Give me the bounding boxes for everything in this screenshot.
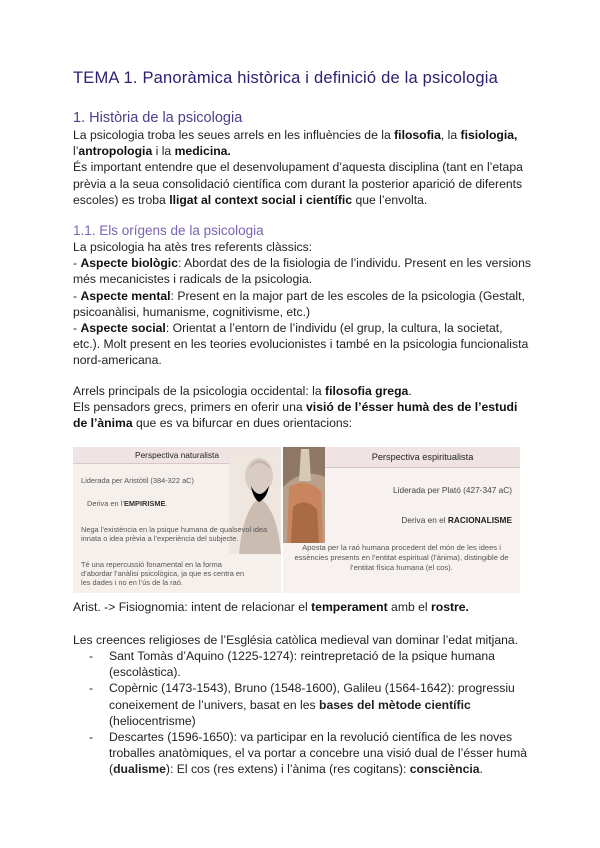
bold-term: antropologia — [78, 144, 153, 159]
rich-line — [73, 320, 543, 336]
text-line: Sant Tomàs d’Aquino (1225-1274): reintrepretació de la psique humana — [109, 649, 495, 663]
figure-perspectiva-espiritualista — [283, 447, 520, 593]
section-heading-historia: 1. Història de la psicologia — [73, 110, 243, 126]
text-span: , la — [440, 128, 461, 142]
bold-term: filosofia — [394, 128, 441, 142]
paragraph-grecs — [73, 383, 543, 432]
text-span: . — [479, 762, 483, 777]
figure-right-desc: Aposta per la raó humana procedent del món de les idees i essències presents en l’entitat espiritual (l’ànima), distingible de l’entitat física humana (el cos). — [294, 543, 509, 572]
text-span: Arrels principals de la psicologia occidental: la — [73, 384, 326, 398]
list-item — [73, 729, 543, 778]
text-line: Copèrnic (1473-1543), Bruno (1548-1600), Galileu (1564-1642): progressiu — [109, 681, 515, 696]
bold-term: consciència — [409, 762, 480, 777]
deriva-dot: . — [165, 499, 168, 508]
text-line: (escolàstica). — [109, 665, 181, 680]
bold-term: de l’ànima — [73, 416, 133, 431]
text-line: (heliocentrisme) — [109, 713, 196, 728]
rich-line — [73, 143, 543, 159]
list-item — [73, 680, 543, 729]
rich-line — [73, 127, 543, 143]
bold-term: visió de l’ésser humà des de l’estudi — [306, 400, 518, 415]
figure-right-header: Perspectiva espiritualista — [325, 447, 520, 468]
text-span: - — [73, 256, 81, 271]
text-line: Descartes (1596-1650): va participar en la revolució científica de les noves — [109, 730, 513, 745]
paragraph-fisiognomia — [73, 599, 543, 615]
list-item — [73, 648, 543, 680]
text-line — [109, 697, 543, 713]
list-marker: - — [89, 730, 94, 745]
figure-left-leader: Liderada per Aristòtil (384-322 aC) — [81, 476, 194, 485]
rich-line — [73, 192, 543, 208]
bold-term: Aspecte biològic — [80, 256, 178, 271]
bold-term: rostre. — [431, 600, 469, 614]
figure-perspectiva-naturalista — [73, 447, 281, 593]
figure-right-deriva — [401, 515, 512, 525]
bold-term: fisiologia, — [460, 128, 518, 142]
list-marker: - — [89, 649, 94, 663]
text-line: més mecanicistes i radicals de la psicologia. — [73, 272, 313, 287]
section-heading-origens: 1.1. Els orígens de la psicologia — [73, 223, 264, 238]
bold-term: bases del mètode científic — [319, 697, 471, 712]
figure-left-desc: Nega l’existència en la psique humana de qualsevol idea innata o idea prèvia a l’experiència del subjecte. — [81, 525, 268, 543]
list-marker: - — [89, 681, 94, 696]
bold-term: Aspecte social — [80, 321, 166, 336]
text-span: l’ — [73, 144, 79, 159]
paragraph-creences — [73, 632, 543, 648]
text-span: ): El cos (res extens) i l’ànima (res cogitans): — [165, 762, 410, 777]
bold-term: filosofia grega — [325, 384, 409, 398]
text-line: troballes anatòmiques, el va portar a concebre una visió dual de l’ésser humà — [109, 746, 527, 761]
text-span: i la — [152, 144, 175, 159]
text-span: - — [73, 288, 81, 303]
deriva-text: Deriva en l’ — [87, 499, 124, 508]
text-span: Arist. -> Fisiognomia: intent de relacionar el — [73, 600, 312, 614]
rich-line — [73, 599, 543, 615]
text-line: Les creences religioses de l’Església catòlica medieval van dominar l’edat mitjana. — [73, 633, 519, 647]
text-line — [109, 761, 543, 777]
bold-term: dualisme — [113, 762, 166, 777]
text-span: escoles) es troba — [73, 192, 170, 207]
text-line: És important entendre que el desenvolupament d’aquesta disciplina (tant en l’etapa — [73, 160, 523, 175]
text-span: que es va bifurcar en dues orientacions: — [132, 416, 353, 431]
text-span: : Present en la major part de les escoles de la psicologia (Gestalt, — [170, 288, 525, 303]
historical-figures-list — [73, 648, 543, 778]
paragraph-arrels — [73, 127, 543, 208]
text-span: La psicologia troba les seues arrels en les influències de la — [73, 128, 395, 142]
figure-left-header: Perspectiva naturalista — [73, 447, 281, 464]
figure-right-leader: Liderada per Plató (427-347 aC) — [393, 485, 512, 495]
text-line: psicoanàlisi, humanisme, cognitivisme, etc.) — [73, 304, 311, 319]
deriva-text: Deriva en el — [401, 515, 448, 525]
text-span: ( — [109, 762, 114, 777]
text-span: - — [73, 321, 81, 336]
text-line: prèvia a la seua consolidació científica com durant la posterior aparició de diferents — [73, 176, 523, 191]
text-span: : Orientat a l’entorn de l’individu (el grup, la cultura, la societat, — [165, 321, 503, 336]
figure-left-repercussio: Té una repercussió fonamental en la forma d’abordar l’anàlisi psicològica, ja que es centra en les dades i no en l’ús de la raó. — [81, 560, 245, 587]
rich-line — [73, 415, 543, 431]
bold-term: Aspecte mental — [80, 288, 171, 303]
bold-term: lligat al context social i científic — [169, 192, 353, 207]
text-span: . — [408, 384, 412, 398]
bold-term: medicina. — [174, 144, 231, 159]
text-line: La psicologia ha atès tres referents clàssics: — [73, 240, 313, 254]
racionalisme-term: RACIONALISME — [447, 515, 512, 525]
plato-painting-image — [283, 447, 325, 543]
rich-line — [73, 288, 543, 304]
rich-line — [73, 255, 543, 271]
text-span: amb el — [387, 600, 432, 614]
text-line: etc.). Molt present en les teories evolucionistes i també en la psicologia funcionalista — [73, 337, 529, 352]
text-span: Els pensadors grecs, primers en oferir una — [73, 400, 307, 415]
empirisme-term: EMPIRISME — [123, 499, 166, 508]
figure-left-deriva — [87, 499, 227, 508]
rich-line — [73, 399, 543, 415]
text-span: : Abordat des de la fisiologia de l’individu. Present en les versions — [177, 256, 531, 271]
bold-term: temperament — [311, 600, 388, 614]
text-line: nord-americana. — [73, 353, 162, 368]
paragraph-referents — [73, 239, 543, 369]
page-title: TEMA 1. Panoràmica històrica i definició de la psicologia — [73, 69, 499, 87]
text-span: que l’envolta. — [352, 192, 428, 207]
text-span: coneixement de l’univers, basat en les — [109, 697, 320, 712]
rich-line — [73, 383, 543, 399]
